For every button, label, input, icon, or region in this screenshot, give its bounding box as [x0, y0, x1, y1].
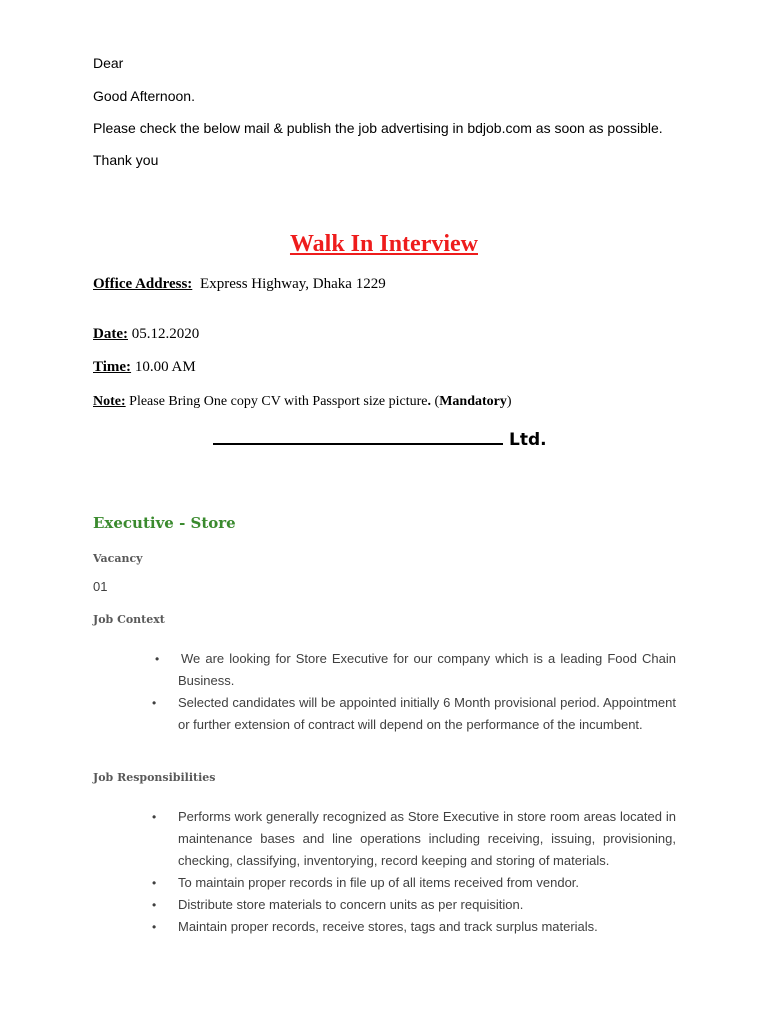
greeting-dear: Dear	[93, 55, 124, 71]
note-mandatory: Mandatory	[439, 394, 507, 409]
list-item: • Distribute store materials to concern units as per requisition.	[178, 894, 676, 916]
job-context-heading: Job Context	[93, 613, 165, 626]
list-item: • We are looking for Store Executive for our company which is a leading Food Chain Business.	[178, 648, 676, 692]
page-title: Walk In Interview	[289, 231, 478, 257]
job-responsibilities-heading: Job Responsibilities	[93, 771, 216, 784]
office-address-line	[93, 275, 386, 294]
note-close: )	[506, 394, 512, 409]
company-name-blank	[213, 429, 503, 445]
vacancy-value: 01	[93, 579, 108, 594]
greeting-request: Please check the below mail & publish the job advertising in bdjob.com as soon as possible.	[93, 120, 663, 136]
list-item: • Maintain proper records, receive stores, tags and track surplus materials.	[178, 916, 676, 938]
date-value: 05.12.2020	[131, 326, 200, 342]
office-address-value: Express Highway, Dhaka 1229	[200, 276, 386, 292]
greeting-afternoon: Good Afternoon.	[93, 88, 195, 104]
date-line	[93, 325, 199, 344]
list-item: • To maintain proper records in file up of all items received from vendor.	[178, 872, 676, 894]
company-name-line	[213, 428, 547, 452]
time-label: Time:	[93, 359, 132, 375]
job-title: Executive - Store	[93, 514, 236, 532]
time-line	[93, 358, 196, 377]
greeting-thanks: Thank you	[93, 152, 159, 168]
note-text: Please Bring One copy CV with Passport size picture	[129, 394, 428, 409]
note-line	[93, 392, 512, 411]
company-suffix: Ltd.	[509, 430, 547, 450]
time-value: 10.00 AM	[134, 359, 196, 375]
note-open: (	[431, 394, 440, 409]
note-label: Note:	[93, 394, 126, 409]
office-address-label: Office Address:	[93, 276, 193, 292]
date-label: Date:	[93, 326, 128, 342]
job-context-list	[178, 648, 676, 736]
vacancy-heading: Vacancy	[93, 552, 143, 565]
list-item: • Performs work generally recognized as Store Executive in store room areas located in maintenance bases and line operations including receiving, issuing, provisioning, checking, classifying, inventorying, record keeping and storing of materials.	[178, 806, 676, 872]
note-dot: .	[427, 394, 432, 409]
list-item: • Selected candidates will be appointed initially 6 Month provisional period. Appointment or further extension of contract will depend on the performance of the incumbent.	[178, 692, 676, 736]
job-responsibilities-list	[178, 806, 676, 938]
